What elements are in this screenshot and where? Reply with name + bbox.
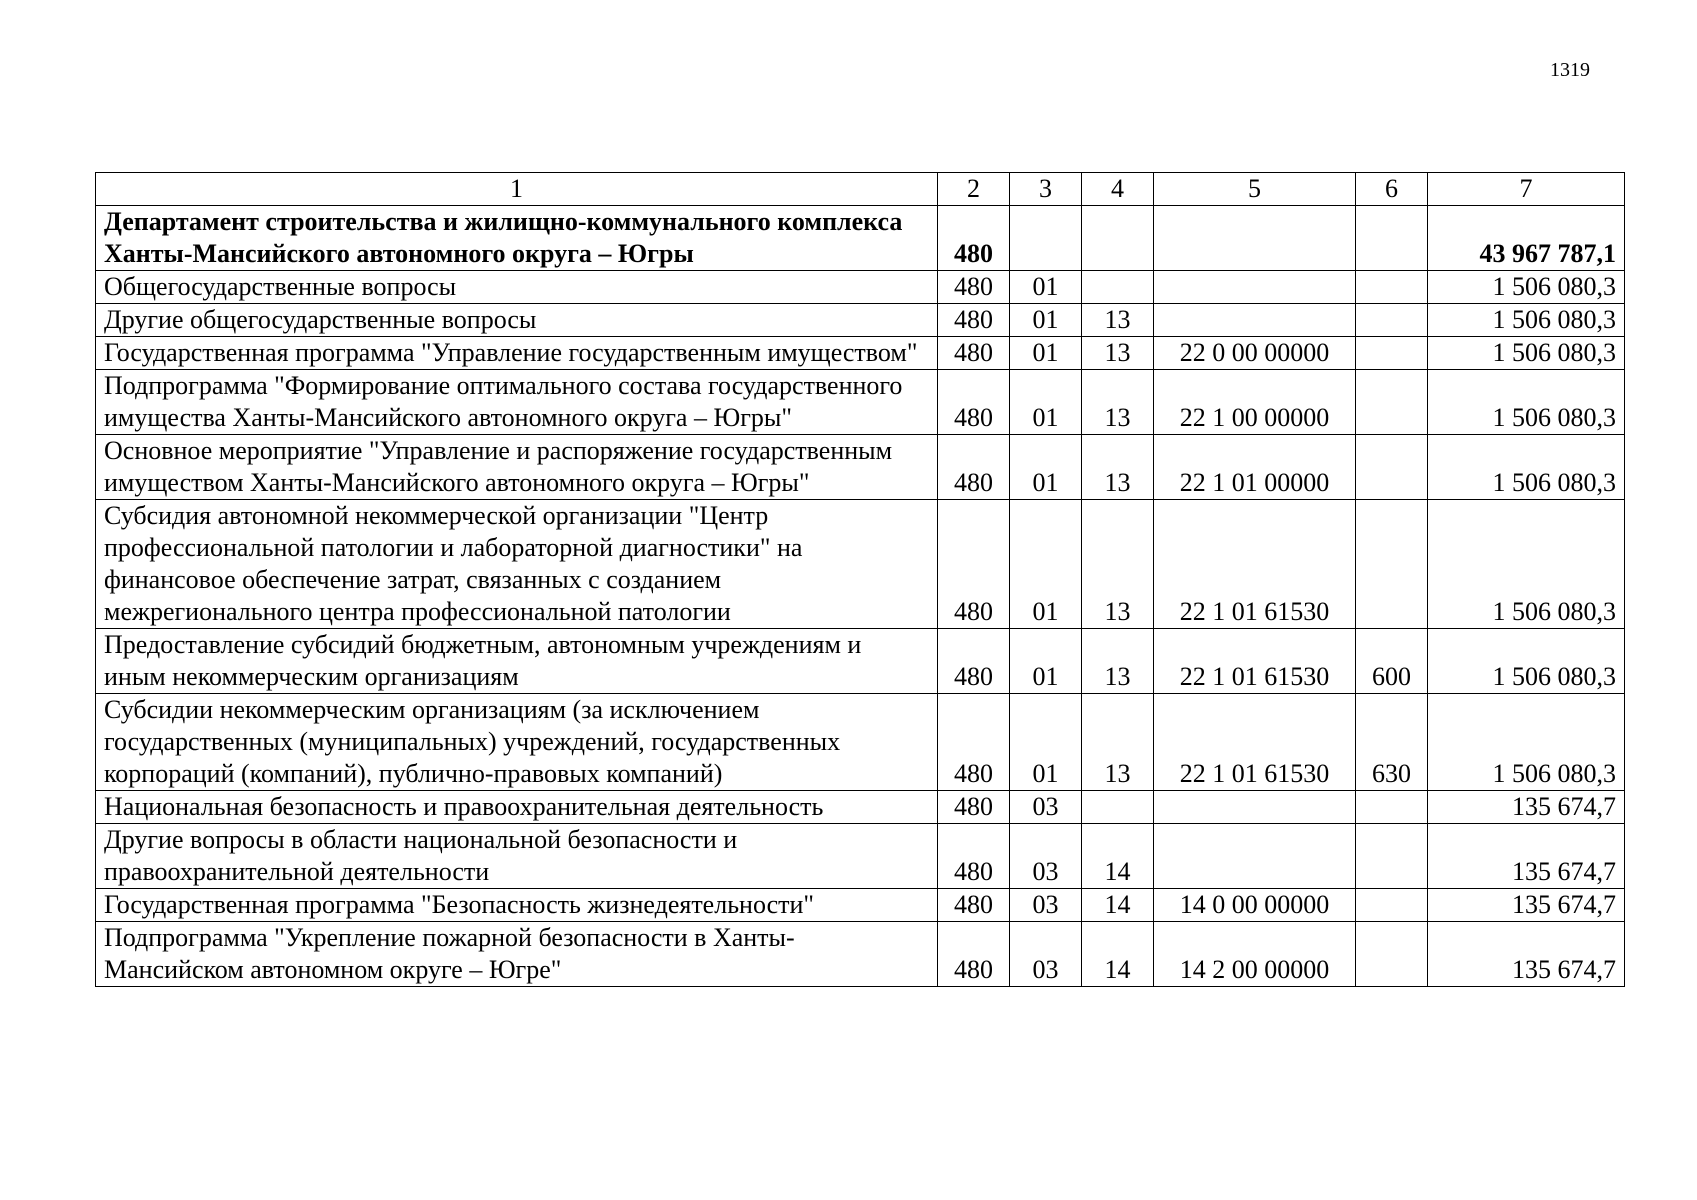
target-article-cell: 22 0 00 00000: [1154, 337, 1356, 370]
subsection-code-cell: [1082, 791, 1154, 824]
table-row: [96, 271, 1625, 304]
expense-type-cell: 600: [1356, 629, 1428, 694]
section-code-cell: 01: [1010, 337, 1082, 370]
table-body: [96, 206, 1625, 987]
header-cell: 6: [1356, 173, 1428, 206]
table-row: [96, 824, 1625, 889]
table-row: [96, 206, 1625, 271]
target-article-cell: [1154, 271, 1356, 304]
target-article-cell: [1154, 304, 1356, 337]
item-name-cell: Национальная безопасность и правоохранительная деятельность: [96, 791, 938, 824]
ministry-code-cell: 480: [938, 889, 1010, 922]
amount-cell: 1 506 080,3: [1428, 694, 1625, 791]
ministry-code-cell: 480: [938, 271, 1010, 304]
section-code-cell: 01: [1010, 694, 1082, 791]
page-number: 1319: [1550, 59, 1590, 81]
subsection-code-cell: [1082, 206, 1154, 271]
expense-type-cell: [1356, 271, 1428, 304]
target-article-cell: 14 0 00 00000: [1154, 889, 1356, 922]
ministry-code-cell: 480: [938, 629, 1010, 694]
amount-cell: 135 674,7: [1428, 824, 1625, 889]
ministry-code-cell: 480: [938, 500, 1010, 629]
target-article-cell: [1154, 824, 1356, 889]
item-name-cell: Предоставление субсидий бюджетным, автономным учреждениям и иным некоммерческим организациям: [96, 629, 938, 694]
subsection-code-cell: 13: [1082, 337, 1154, 370]
item-name-cell: Подпрограмма "Формирование оптимального состава государственного имущества Ханты-Мансийского автономного округа – Югры": [96, 370, 938, 435]
header-row: [96, 173, 1625, 206]
expense-type-cell: [1356, 922, 1428, 987]
item-name-cell: Другие вопросы в области национальной безопасности и правоохранительной деятельности: [96, 824, 938, 889]
target-article-cell: 22 1 01 00000: [1154, 435, 1356, 500]
amount-cell: 135 674,7: [1428, 889, 1625, 922]
subsection-code-cell: 13: [1082, 304, 1154, 337]
ministry-code-cell: 480: [938, 824, 1010, 889]
section-code-cell: 01: [1010, 435, 1082, 500]
table-row: [96, 435, 1625, 500]
item-name-cell: Другие общегосударственные вопросы: [96, 304, 938, 337]
ministry-code-cell: 480: [938, 370, 1010, 435]
ministry-code-cell: 480: [938, 791, 1010, 824]
section-code-cell: 01: [1010, 370, 1082, 435]
ministry-code-cell: 480: [938, 206, 1010, 271]
target-article-cell: 22 1 01 61530: [1154, 694, 1356, 791]
section-code-cell: [1010, 206, 1082, 271]
table-row: [96, 304, 1625, 337]
subsection-code-cell: [1082, 271, 1154, 304]
amount-cell: 1 506 080,3: [1428, 304, 1625, 337]
expense-type-cell: [1356, 791, 1428, 824]
target-article-cell: 14 2 00 00000: [1154, 922, 1356, 987]
section-code-cell: 03: [1010, 889, 1082, 922]
amount-cell: 135 674,7: [1428, 791, 1625, 824]
subsection-code-cell: 14: [1082, 889, 1154, 922]
item-name-cell: Основное мероприятие "Управление и распоряжение государственным имуществом Ханты-Мансийского автономного округа – Югры": [96, 435, 938, 500]
subsection-code-cell: 13: [1082, 370, 1154, 435]
expense-type-cell: [1356, 889, 1428, 922]
item-name-cell: Государственная программа "Управление государственным имуществом": [96, 337, 938, 370]
section-code-cell: 03: [1010, 791, 1082, 824]
amount-cell: 135 674,7: [1428, 922, 1625, 987]
expense-type-cell: [1356, 370, 1428, 435]
item-name-cell: Подпрограмма "Укрепление пожарной безопасности в Ханты-Мансийском автономном округе – Югре": [96, 922, 938, 987]
expense-type-cell: [1356, 206, 1428, 271]
header-cell: 3: [1010, 173, 1082, 206]
item-name-cell: Департамент строительства и жилищно-коммунального комплекса Ханты-Мансийского автономного округа – Югры: [96, 206, 938, 271]
target-article-cell: [1154, 206, 1356, 271]
target-article-cell: 22 1 00 00000: [1154, 370, 1356, 435]
item-name-cell: Субсидия автономной некоммерческой организации "Центр профессиональной патологии и лабораторной диагностики" на финансовое обеспечение затрат, связанных с созданием межрегионального центра профессиональной патологии: [96, 500, 938, 629]
ministry-code-cell: 480: [938, 694, 1010, 791]
ministry-code-cell: 480: [938, 922, 1010, 987]
header-cell: 1: [96, 173, 938, 206]
subsection-code-cell: 13: [1082, 500, 1154, 629]
item-name-cell: Субсидии некоммерческим организациям (за исключением государственных (муниципальных) учреждений, государственных корпораций (компаний), публично-правовых компаний): [96, 694, 938, 791]
header-cell: 4: [1082, 173, 1154, 206]
ministry-code-cell: 480: [938, 304, 1010, 337]
expense-type-cell: [1356, 500, 1428, 629]
table-row: [96, 629, 1625, 694]
item-name-cell: Общегосударственные вопросы: [96, 271, 938, 304]
item-name-cell: Государственная программа "Безопасность жизнедеятельности": [96, 889, 938, 922]
section-code-cell: 03: [1010, 824, 1082, 889]
section-code-cell: 03: [1010, 922, 1082, 987]
section-code-cell: 01: [1010, 629, 1082, 694]
subsection-code-cell: 14: [1082, 824, 1154, 889]
amount-cell: 1 506 080,3: [1428, 271, 1625, 304]
table-row: [96, 337, 1625, 370]
amount-cell: 43 967 787,1: [1428, 206, 1625, 271]
table-row: [96, 922, 1625, 987]
budget-table: [95, 172, 1625, 987]
section-code-cell: 01: [1010, 271, 1082, 304]
ministry-code-cell: 480: [938, 337, 1010, 370]
expense-type-cell: [1356, 304, 1428, 337]
target-article-cell: 22 1 01 61530: [1154, 629, 1356, 694]
header-cell: 2: [938, 173, 1010, 206]
expense-type-cell: 630: [1356, 694, 1428, 791]
table-row: [96, 370, 1625, 435]
subsection-code-cell: 14: [1082, 922, 1154, 987]
table-row: [96, 791, 1625, 824]
amount-cell: 1 506 080,3: [1428, 370, 1625, 435]
target-article-cell: [1154, 791, 1356, 824]
amount-cell: 1 506 080,3: [1428, 337, 1625, 370]
subsection-code-cell: 13: [1082, 694, 1154, 791]
subsection-code-cell: 13: [1082, 629, 1154, 694]
target-article-cell: 22 1 01 61530: [1154, 500, 1356, 629]
table-row: [96, 694, 1625, 791]
amount-cell: 1 506 080,3: [1428, 435, 1625, 500]
ministry-code-cell: 480: [938, 435, 1010, 500]
expense-type-cell: [1356, 435, 1428, 500]
expense-type-cell: [1356, 824, 1428, 889]
amount-cell: 1 506 080,3: [1428, 500, 1625, 629]
section-code-cell: 01: [1010, 500, 1082, 629]
expense-type-cell: [1356, 337, 1428, 370]
subsection-code-cell: 13: [1082, 435, 1154, 500]
header-cell: 5: [1154, 173, 1356, 206]
section-code-cell: 01: [1010, 304, 1082, 337]
header-cell: 7: [1428, 173, 1625, 206]
table-row: [96, 500, 1625, 629]
amount-cell: 1 506 080,3: [1428, 629, 1625, 694]
table-row: [96, 889, 1625, 922]
